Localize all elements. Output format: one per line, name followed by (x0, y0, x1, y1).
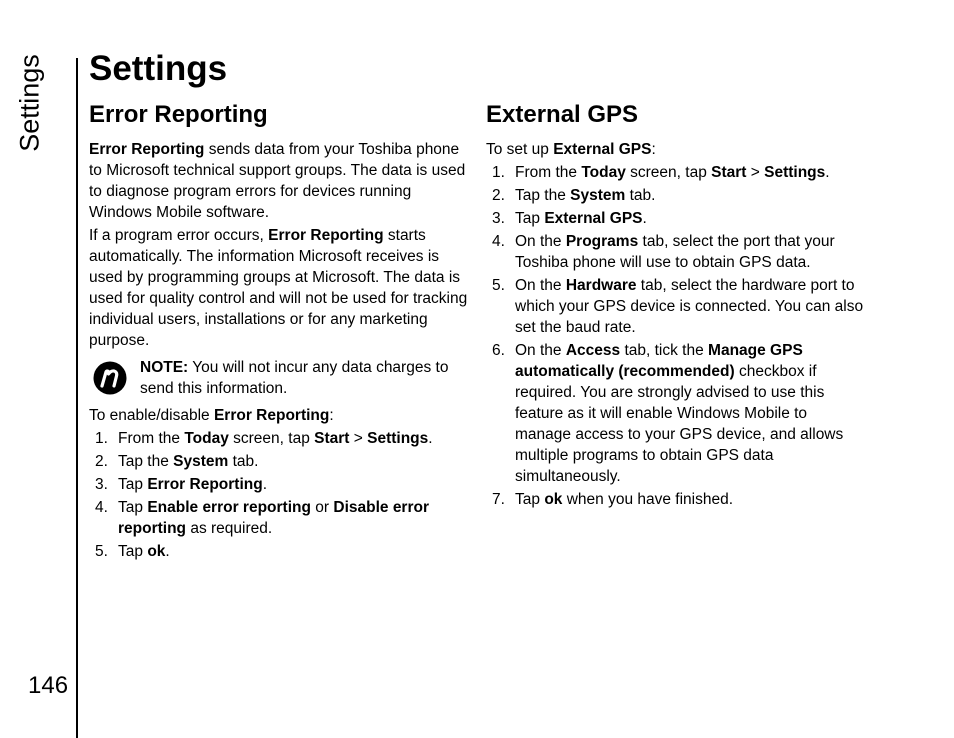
bold-term: Start (314, 430, 350, 447)
text-run: Tap (515, 210, 545, 227)
text-run: On the (515, 342, 566, 359)
text-run: On the (515, 233, 566, 250)
note-text (140, 357, 469, 399)
text-run: Tap (118, 543, 148, 560)
text-run: tab, tick the (620, 342, 709, 359)
text-run: when you have finished. (562, 491, 734, 508)
bold-term: Manage GPS automatically (recommended) (515, 342, 803, 380)
external-gps-steps (486, 162, 866, 510)
error-reporting-heading: Error Reporting (89, 101, 268, 128)
bold-term: System (173, 453, 229, 470)
step-item (486, 489, 866, 510)
step-number: 4. (95, 499, 108, 516)
bold-term: Settings (764, 164, 826, 181)
bold-term: Error Reporting (213, 407, 330, 424)
text-run: If a program error occurs, (89, 227, 269, 244)
bold-term: Error Reporting (268, 227, 384, 244)
bold-term: ok (544, 491, 563, 508)
bold-term: Today (581, 164, 626, 181)
bold-term: Disable error reporting (118, 499, 430, 537)
step-number: 4. (492, 233, 505, 250)
error-reporting-steps (89, 428, 469, 562)
step-item (486, 208, 866, 229)
step-item (486, 340, 866, 487)
bold-term: Access (565, 342, 621, 359)
step-item (486, 185, 866, 206)
bold-term: Error Reporting (147, 476, 263, 493)
step-item (486, 162, 866, 183)
bold-term: Enable error reporting (147, 499, 311, 516)
text-run: . (165, 543, 170, 560)
text-run: Tap the (118, 453, 174, 470)
text-run: as required. (186, 520, 273, 537)
text-run: From the (118, 430, 185, 447)
note-box (89, 357, 469, 399)
text-run: > (349, 430, 368, 447)
step-item (89, 474, 469, 495)
step-number: 6. (492, 342, 505, 359)
external-gps-intro (486, 139, 866, 160)
text-run: tab. (228, 453, 259, 470)
step-item (89, 451, 469, 472)
error-reporting-para-1 (89, 139, 469, 223)
text-run: On the (515, 277, 566, 294)
text-run: Tap (118, 499, 148, 516)
text-run: Tap (515, 491, 545, 508)
error-reporting-intro (89, 405, 469, 426)
bold-term: System (570, 187, 626, 204)
step-number: 3. (95, 476, 108, 493)
step-item (89, 428, 469, 449)
text-run: : (651, 141, 656, 158)
bold-term: Today (184, 430, 229, 447)
text-run: From the (515, 164, 582, 181)
text-run: . (642, 210, 647, 227)
text-run: To enable/disable (89, 407, 214, 424)
bold-term: Programs (565, 233, 639, 250)
bold-term: External GPS (544, 210, 643, 227)
step-number: 1. (95, 430, 108, 447)
text-run: tab, select the port that your Toshiba phone will use to obtain GPS data. (515, 233, 835, 271)
external-gps-column (486, 99, 866, 512)
step-number: 3. (492, 210, 505, 227)
text-run: sends data from your Toshiba phone to Microsoft technical support groups. The data is used to diagnose program errors for devices running Windows Mobile software. (89, 141, 466, 221)
text-run: To set up (486, 141, 554, 158)
text-run: or (310, 499, 334, 516)
text-run: screen, tap (228, 430, 315, 447)
error-reporting-para-2 (89, 225, 469, 351)
text-run: . (825, 164, 830, 181)
bold-term: ok (147, 543, 166, 560)
page-title: Settings (89, 49, 228, 88)
bold-term: Start (711, 164, 747, 181)
page-number: 146 (28, 672, 69, 699)
text-run: checkbox if required. You are strongly advised to use this feature as it will enable Windows Mobile to manage access to your GPS device, and allows multiple programs to obtain GPS data simultaneously. (515, 363, 844, 485)
bold-term: External GPS (553, 141, 652, 158)
bold-term: Error Reporting (89, 141, 205, 158)
text-run: screen, tap (625, 164, 712, 181)
text-run: . (262, 476, 268, 493)
error-reporting-column (89, 99, 469, 564)
text-run: starts automatically. The information Microsoft receives is used by programming groups at Microsoft. The data is used for quality control and will not be used for tracking individual users, installations or for any marketing purpose. (89, 227, 468, 349)
bold-term: NOTE: (140, 359, 189, 376)
side-section-label: Settings (14, 54, 45, 152)
text-run: . (428, 430, 433, 447)
margin-rule (76, 58, 78, 738)
text-run: You will not incur any data charges to send this information. (140, 359, 449, 397)
step-item (486, 275, 866, 338)
step-item (486, 231, 866, 273)
step-number: 5. (95, 543, 108, 560)
text-run: Tap (118, 476, 148, 493)
text-run: tab, select the hardware port to which your GPS device is connected. You can also set the baud rate. (515, 277, 864, 336)
bold-term: Settings (367, 430, 429, 447)
text-run: tab. (625, 187, 656, 204)
external-gps-heading: External GPS (486, 101, 639, 128)
step-number: 2. (492, 187, 505, 204)
note-icon (93, 361, 127, 395)
step-number: 2. (95, 453, 108, 470)
text-run: > (746, 164, 765, 181)
step-number: 5. (492, 277, 505, 294)
step-item (89, 541, 469, 562)
step-number: 1. (492, 164, 505, 181)
text-run: : (329, 407, 334, 424)
step-item (89, 497, 469, 539)
text-run: Tap the (515, 187, 571, 204)
bold-term: Hardware (565, 277, 637, 294)
step-number: 7. (492, 491, 505, 508)
